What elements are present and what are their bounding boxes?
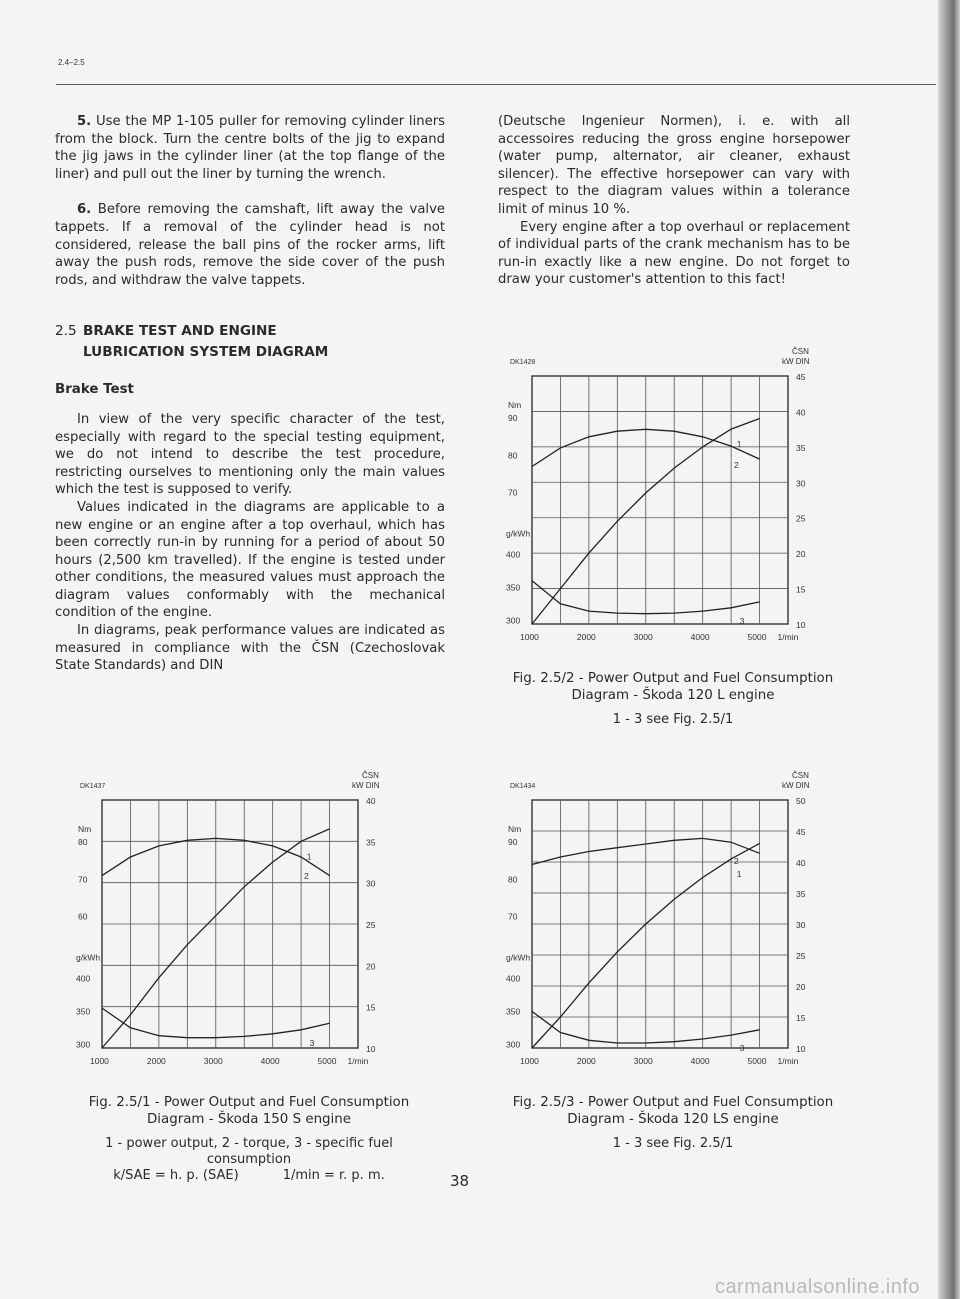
torque-axis-tick: 70 bbox=[508, 911, 518, 922]
x-axis-tick: 3000 bbox=[633, 1056, 653, 1066]
paragraph-5: 5. Use the MP 1-105 puller for removing cylinder liners from the block. Turn the centre bolts of the jig to expand the jig jaws in the cylinder liner (at the top flange of the liner) and pull out the liner by turning the wrench. bbox=[55, 114, 445, 182]
torque-axis-unit: Nm bbox=[78, 824, 92, 835]
right-axis-tick: 30 bbox=[796, 478, 806, 489]
fuel-axis-tick: 300 bbox=[506, 615, 521, 626]
x-axis-unit: 1/min bbox=[347, 1056, 369, 1066]
right-axis-unit-top: ČSN bbox=[362, 771, 379, 780]
caption-fig-2-5-2: Fig. 2.5/2 - Power Output and Fuel Consumption Diagram - Škoda 120 L engine bbox=[512, 671, 834, 703]
x-axis-tick: 2000 bbox=[576, 632, 596, 642]
right-axis-tick: 25 bbox=[366, 920, 376, 930]
right-column bbox=[498, 113, 850, 289]
right-axis-tick: 40 bbox=[796, 858, 806, 868]
page-number: 38 bbox=[450, 1172, 470, 1190]
right-axis-unit-bottom: kW DIN bbox=[782, 781, 810, 790]
figure-code: DK1437 bbox=[80, 783, 106, 790]
curve-label-2: 2 bbox=[733, 856, 739, 867]
x-axis-tick: 5000 bbox=[747, 1056, 767, 1066]
right-axis-tick: 10 bbox=[796, 620, 806, 630]
fuel-axis-unit: g/kWh bbox=[506, 952, 531, 963]
right-axis-tick: 40 bbox=[366, 796, 376, 806]
fuel-axis-unit: g/kWh bbox=[506, 528, 531, 539]
legend-fig-2-5-3: 1 - 3 see Fig. 2.5/1 bbox=[612, 1136, 734, 1151]
x-axis-tick: 4000 bbox=[690, 1056, 710, 1066]
torque-axis-tick: 80 bbox=[78, 837, 88, 848]
curve-label-3: 3 bbox=[309, 1037, 315, 1048]
caption-fig-2-5-1: Fig. 2.5/1 - Power Output and Fuel Consumption Diagram - Škoda 150 S engine bbox=[88, 1095, 410, 1127]
right-axis-tick: 30 bbox=[796, 920, 806, 930]
x-axis-tick: 3000 bbox=[633, 632, 653, 642]
right-axis-unit-bottom: kW DIN bbox=[352, 781, 380, 790]
curve-label-1: 1 bbox=[736, 868, 742, 879]
figure-code: DK1428 bbox=[510, 359, 536, 366]
fuel-axis-tick: 350 bbox=[506, 582, 521, 593]
x-axis-tick: 5000 bbox=[317, 1056, 337, 1066]
right-axis-tick: 10 bbox=[796, 1044, 806, 1054]
x-axis-unit: 1/min bbox=[777, 632, 799, 642]
fuel-axis-tick: 400 bbox=[506, 549, 521, 560]
chart-fig-2-5-1 bbox=[40, 752, 430, 1082]
chart-svg-fig3 bbox=[470, 752, 860, 1082]
fuel-axis-unit: g/kWh bbox=[76, 952, 101, 963]
legend-fig-2-5-2: 1 - 3 see Fig. 2.5/1 bbox=[612, 712, 734, 727]
right-axis-tick: 45 bbox=[796, 827, 806, 837]
right-axis-tick: 20 bbox=[796, 982, 806, 992]
legend-fig-2-5-1: 1 - power output, 2 - torque, 3 - specific fuel consumption k/SAE = h. p. (SAE) 1/min = r. p. m. bbox=[105, 1136, 393, 1183]
curve-label-1: 1 bbox=[736, 439, 742, 450]
caption-fig-2-5-3: Fig. 2.5/3 - Power Output and Fuel Consumption Diagram - Škoda 120 LS engine bbox=[512, 1095, 834, 1127]
brake-test-paragraph-1: In view of the very specific character of the test, especially with regard to the special testing equipment, we do not intend to describe the test procedure, restricting ourselves to mentioning only the main values which the test is supposed to verify. bbox=[55, 411, 445, 498]
section-code: 2.4–2.5 bbox=[58, 58, 85, 67]
right-axis-tick: 35 bbox=[366, 837, 376, 848]
subheading: Brake Test bbox=[55, 382, 134, 398]
figure-code: DK1434 bbox=[510, 783, 536, 790]
chart-svg-fig2 bbox=[470, 328, 860, 658]
right-axis-tick: 30 bbox=[366, 878, 376, 889]
right-axis-unit-top: ČSN bbox=[792, 347, 809, 356]
curve-label-3: 3 bbox=[739, 1043, 745, 1054]
right-axis-tick: 40 bbox=[796, 407, 806, 418]
right-axis-tick: 10 bbox=[366, 1044, 376, 1054]
fuel-axis-tick: 350 bbox=[76, 1006, 91, 1017]
x-axis-tick: 1000 bbox=[520, 632, 539, 642]
chart-fig-2-5-2 bbox=[470, 328, 860, 658]
header-rule bbox=[56, 84, 936, 85]
watermark: carmanualsonline.info bbox=[714, 1276, 920, 1298]
torque-axis-tick: 70 bbox=[508, 487, 518, 498]
scan-edge-shadow bbox=[938, 0, 960, 1299]
section-heading: 2.5 BRAKE TEST AND ENGINE LUBRICATION SYSTEM DIAGRAM bbox=[55, 323, 329, 361]
din-paragraph: (Deutsche Ingenieur Normen), i. e. with all accessoires reducing the gross engine horsepower (water pump, alternator, air cleaner, exhaust silencer). The effective horsepower can vary with respect to the diagram values within a tolerance limit of minus 10 %. bbox=[498, 114, 850, 217]
plot-frame bbox=[532, 376, 788, 624]
right-axis-unit-bottom: kW DIN bbox=[782, 357, 810, 366]
right-axis-tick: 15 bbox=[366, 1002, 376, 1013]
left-column bbox=[55, 113, 445, 675]
torque-axis-tick: 60 bbox=[78, 911, 88, 922]
right-axis-tick: 50 bbox=[796, 796, 806, 806]
right-axis-unit-top: ČSN bbox=[792, 771, 809, 780]
curve-label-1: 1 bbox=[306, 851, 312, 862]
x-axis-tick: 3000 bbox=[203, 1056, 223, 1066]
fuel-axis-tick: 350 bbox=[506, 1006, 521, 1017]
x-axis-tick: 1000 bbox=[90, 1056, 109, 1066]
fuel-axis-tick: 300 bbox=[506, 1039, 521, 1050]
x-axis-tick: 2000 bbox=[576, 1056, 596, 1066]
right-axis-tick: 35 bbox=[796, 889, 806, 899]
chart-fig-2-5-3 bbox=[470, 752, 860, 1082]
torque-axis-tick: 80 bbox=[508, 450, 518, 461]
right-axis-tick: 15 bbox=[796, 1013, 806, 1023]
x-axis-tick: 2000 bbox=[146, 1056, 166, 1066]
torque-axis-tick: 70 bbox=[78, 874, 88, 885]
torque-axis-unit: Nm bbox=[508, 400, 522, 411]
run-in-paragraph: Every engine after a top overhaul or replacement of individual parts of the crank mechanism has to be run-in exactly like a new engine. Do not forget to draw your customer's attention to this fact! bbox=[498, 219, 850, 288]
torque-axis-unit: Nm bbox=[508, 824, 522, 835]
torque-axis-tick: 90 bbox=[508, 837, 518, 848]
fuel-axis-tick: 300 bbox=[76, 1039, 91, 1050]
x-axis-unit: 1/min bbox=[777, 1056, 799, 1066]
right-axis-tick: 45 bbox=[796, 372, 806, 382]
curve-label-3: 3 bbox=[739, 615, 745, 626]
torque-axis-tick: 80 bbox=[508, 874, 518, 885]
chart-svg-fig1 bbox=[40, 752, 430, 1082]
fuel-axis-tick: 400 bbox=[76, 973, 91, 984]
paragraph-6: 6. Before removing the camshaft, lift away the valve tappets. If a removal of the cylinder head is not considered, release the ball pins of the rocker arms, lift away the push rods, remove the side cover of the push rods, and withdraw the valve tappets. bbox=[55, 202, 445, 288]
right-axis-tick: 20 bbox=[366, 961, 376, 972]
curve-label-2: 2 bbox=[303, 871, 309, 882]
x-axis-tick: 5000 bbox=[747, 632, 767, 642]
right-axis-tick: 25 bbox=[796, 951, 806, 961]
torque-axis-tick: 90 bbox=[508, 413, 518, 424]
right-axis-tick: 15 bbox=[796, 584, 806, 595]
brake-test-paragraph-2: Values indicated in the diagrams are applicable to a new engine or an engine after a top overhaul, which has been correctly run-in by running for a period of about 50 hours (2,500 km travelled). If the engine is tested under other conditions, the measured values must approach the diagram values conformably with the mechanical condition of the engine. bbox=[55, 499, 445, 621]
fuel-axis-tick: 400 bbox=[506, 973, 521, 984]
right-axis-tick: 35 bbox=[796, 442, 806, 453]
x-axis-tick: 4000 bbox=[690, 632, 710, 642]
curve-label-2: 2 bbox=[733, 460, 739, 471]
right-axis-tick: 25 bbox=[796, 513, 806, 524]
x-axis-tick: 4000 bbox=[260, 1056, 280, 1066]
right-axis-tick: 20 bbox=[796, 549, 806, 560]
x-axis-tick: 1000 bbox=[520, 1056, 539, 1066]
brake-test-paragraph-3: In diagrams, peak performance values are indicated as measured in compliance with the ČSN (Czechoslovak State Standards) and DIN bbox=[55, 623, 445, 674]
